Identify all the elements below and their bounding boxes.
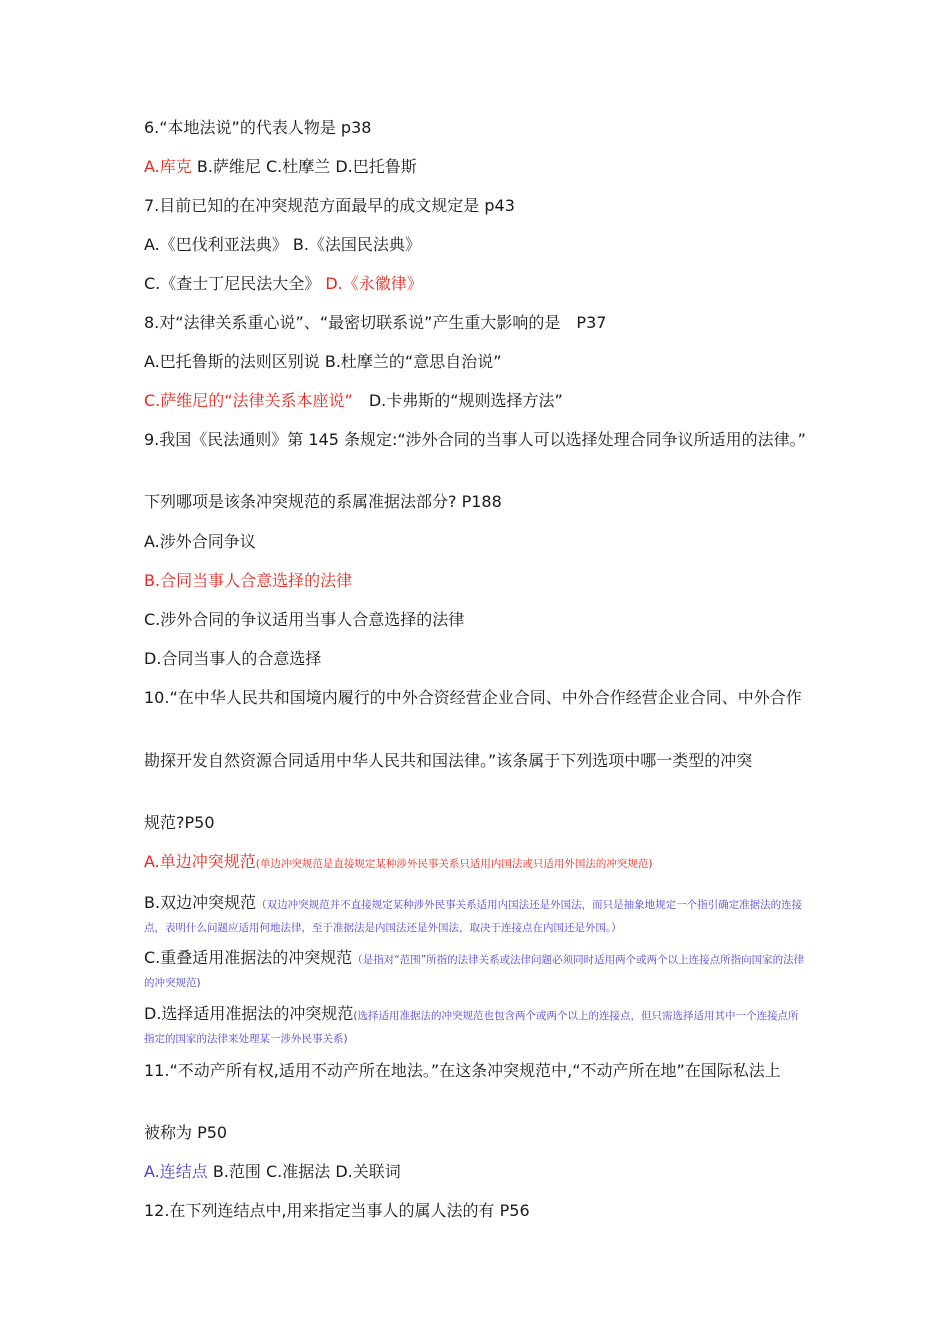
q10-option-b-label: B.双边冲突规范: [144, 893, 257, 912]
q11-answer: A.连结点: [144, 1162, 208, 1181]
q6-options: [144, 155, 809, 178]
q7-option-c: C.《查士丁尼民法大全》: [144, 274, 326, 293]
q9-option-a: A.涉外合同争议: [144, 532, 256, 551]
q7-stem: 7.目前已知的在冲突规范方面最早的成文规定是 p43: [144, 196, 515, 215]
q10-stem-1: 10.“在中华人民共和国境内履行的中外合资经营企业合同、中外合作经营企业合同、中外合作: [144, 688, 802, 707]
q10-option-d-note: (选择适用准据法的冲突规范也包含两个或两个以上的连接点，但只需选择适用其中一个连接点所指定的国家的法律来处理某一涉外民事关系): [144, 1010, 799, 1045]
q8-option-d: D.卡弗斯的“规则选择方法”: [352, 391, 563, 410]
q9-stem: 9.我国《民法通则》第 145 条规定:“涉外合同的当事人可以选择处理合同争议所适用的法律。”: [144, 430, 806, 449]
q10-answer: A.单边冲突规范: [144, 852, 256, 871]
q10-stem-3: 规范?P50: [144, 813, 215, 832]
q9-answer: B.合同当事人合意选择的法律: [144, 571, 353, 590]
q11-other-options: B.范围 C.准据法 D.关联词: [207, 1162, 401, 1181]
q10-option-d-label: D.选择适用准据法的冲突规范: [144, 1004, 354, 1023]
q10-option-a: [144, 850, 809, 876]
q8-answer: C.萨维尼的“法律关系本座说”: [144, 391, 353, 410]
q11-stem-2: 被称为 P50: [144, 1123, 228, 1142]
q6-other-options: B.萨维尼 C.杜摩兰 D.巴托鲁斯: [191, 157, 417, 176]
q9-option-c: C.涉外合同的争议适用当事人合意选择的法律: [144, 610, 465, 629]
q10-option-d: [144, 1002, 809, 1048]
q10-option-b: [144, 891, 809, 937]
q11-options: [144, 1160, 809, 1183]
q9-option-d: D.合同当事人的合意选择: [144, 649, 322, 668]
q9-question: 下列哪项是该条冲突规范的系属准据法部分? P188: [144, 492, 502, 511]
q10-option-c: [144, 946, 809, 992]
q7-options-ab: A.《巴伐利亚法典》 B.《法国民法典》: [144, 235, 421, 254]
q11-stem-1: 11.“不动产所有权,适用不动产所在地法。”在这条冲突规范中,“不动产所在地”在国际私法上: [144, 1061, 781, 1080]
q10-answer-note: (单边冲突规范是直接规定某种涉外民事关系只适用内国法或只适用外国法的冲突规范): [255, 858, 653, 870]
q6-stem: 6.“本地法说”的代表人物是 p38: [144, 118, 372, 137]
q12-stem: 12.在下列连结点中,用来指定当事人的属人法的有 P56: [144, 1201, 530, 1220]
q10-stem-2: 勘探开发自然资源合同适用中华人民共和国法律。”该条属于下列选项中哪一类型的冲突: [144, 751, 753, 770]
q10-option-b-note: （双边冲突规范并不直接规定某种涉外民事关系适用内国法还是外国法，而只是抽象地规定一个指引确定准据法的连接点，表明什么问题应适用何地法律，至于准据法是内国法还是外国法，取决于连接点在内国还是外国。）: [144, 899, 803, 934]
q8-options-cd: [144, 389, 809, 412]
q6-answer: A.库克: [144, 157, 192, 176]
q10-option-c-note: （是指对“范围”所指的法律关系或法律问题必须同时适用两个或两个以上连接点所指向国家的法律的冲突规范): [144, 954, 805, 989]
q10-option-c-label: C.重叠适用准据法的冲突规范: [144, 948, 353, 967]
q7-answer: D.《永徽律》: [325, 274, 423, 293]
q7-options-cd: [144, 272, 809, 295]
q8-options-ab: A.巴托鲁斯的法则区别说 B.杜摩兰的“意思自治说”: [144, 352, 502, 371]
q8-stem: 8.对“法律关系重心说”、“最密切联系说”产生重大影响的是 P37: [144, 313, 607, 332]
